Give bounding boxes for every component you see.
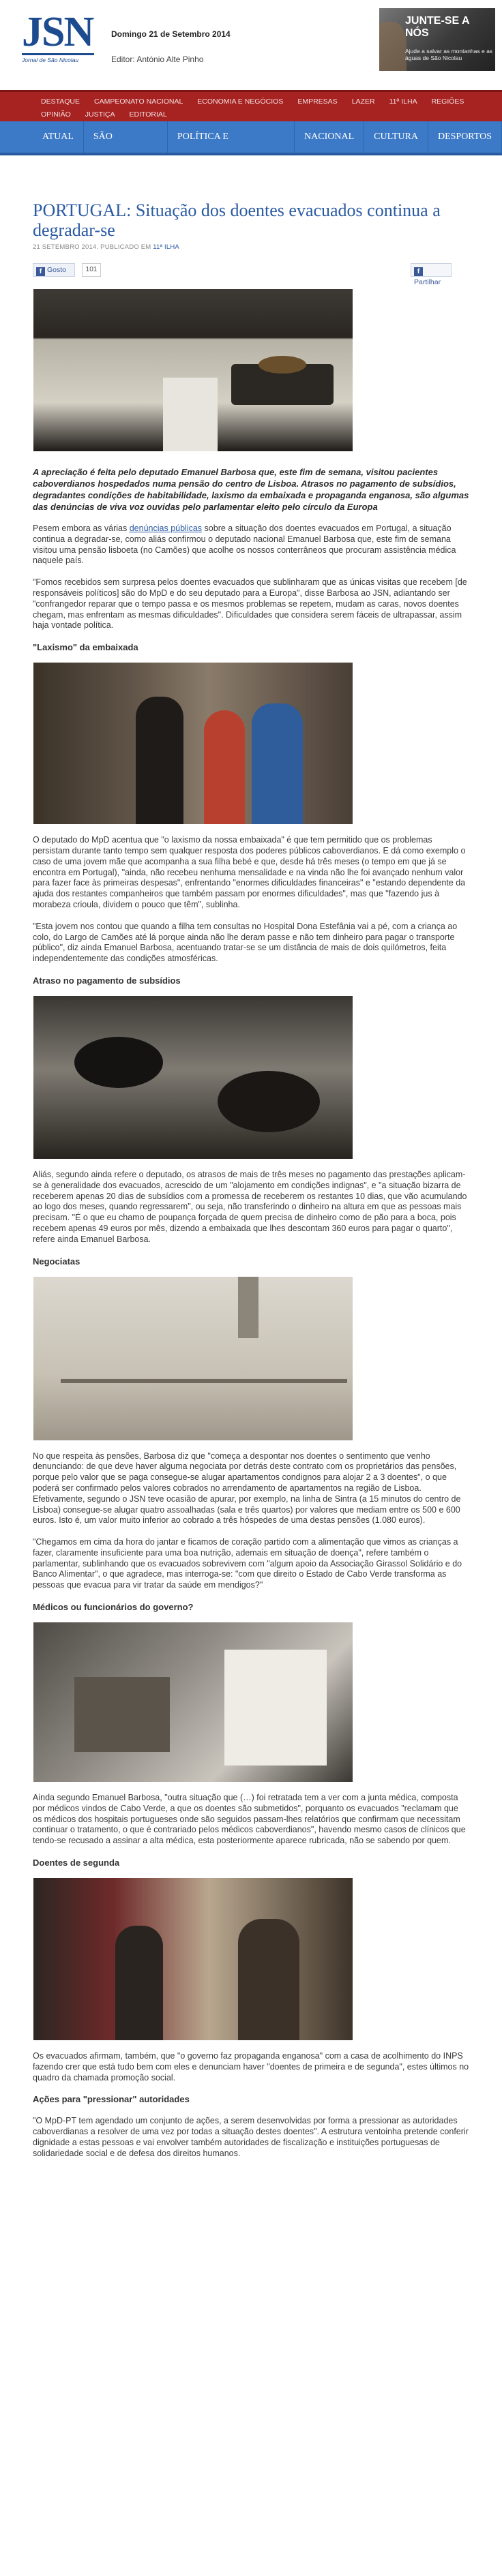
main-nav-item[interactable]: SÃO NICOLAU [84,121,168,153]
article-paragraph: No que respeita às pensões, Barbosa diz que "começa a despontar nos doentes o sentimento que venho denunciando: de que deve haver alguma negociata por detrás deste contrato com os proprietários das pensões, porque pelo valor que se paga consegue-se alugar apartamentos condignos para alojar 2 a 3 doentes", o que poderá ser confirmado pelos valores cobrados no arrendamento de apartamentos na região de Lisboa. Efetivamente, segundo o JSN teve ocasião de apurar, por exemplo, na linha de Sintra (a 15 minutos do centro de Lisboa) consegue-se alugar quatro assoalhadas (sala e três quartos) por valores que mediam entre os 500 e 600 euros. Isto é, um valor muito inferior ao cobrado a três hóspedes de uma destas pensões (1.080 euros). [33,1451,461,1526]
logo-text[interactable]: JSN [22,9,93,55]
section-heading: "Laxismo" da embaixada [33,642,138,653]
paragraph-text: sobre a situação dos doentes evacuados em Portugal, a situação continua a degradar-se, como aliás confirmou o deputado nacional Emanuel Barbosa que, este fim de semana visitou uma pensão lisboeta (no Camões) que acolhe os nossos conterrâneos que procuram assistência médica naquele país. [33,524,456,566]
main-nav-item[interactable]: NACIONAL [295,121,364,153]
article-title[interactable]: PORTUGAL: Situação dos doentes evacuados continua a degradar-se [33,200,441,240]
cable-shape [61,1379,347,1383]
share-label: Partilhar [414,278,441,286]
article-date: 21 SETEMBRO 2014. PUBLICADO EM [33,243,153,251]
article-paragraph: "Esta jovem nos contou que quando a filha tem consultas no Hospital Dona Estefânia vai a pé, com a criança ao colo, do Largo de Camões até lá porque ainda não lhe deram passe e não tem dinheiro para pagar o transporte público", diz ainda Emanuel Barbosa, acentuando tratar-se se um distância de mais de dois quilómetros, feita independentemente das condições atmosféricas. [33,921,458,964]
article-paragraph: "Chegamos em cima da hora do jantar e ficamos de coração partido com a alimentação que vimos as crianças a fazer, claramente insuficiente para uma boa nutrição, ademais em situação de doença", refere também o parlamentar, sublinhando que os evacuados sobrevivem com "algum apoio da Associação Girassol Solidário e do Banco Alimentar", o que agradece, mas interroga-se: "com que direito o Estado de Cabo Verde transforma as pessoas que evacua para vir tratar da saúde em mendigos?" [33,1537,462,1590]
like-label: Gosto [47,266,67,274]
fridge-shape [224,1650,327,1766]
person-shape [115,1926,163,2040]
top-nav-item[interactable]: ECONOMIA E NEGÓCIOS [197,97,284,106]
facebook-share-button[interactable] [411,263,452,286]
main-nav-item[interactable]: POLÍTICA E CIDADANIA [168,121,295,153]
like-count: 101 [82,263,101,277]
article-paragraph: "O MpD-PT tem agendado um conjunto de ações, a serem desenvolvidas por forma a pressionar as autoridades caboverdianas a resolver de uma vez por todas a situação destes doentes". A estrutura ventoinha pretende conferir dignidade a estas pessoas e vai envolver também autoridades de fiscalização e instituições portuguesas de solidariedade social e de defesa dos direitos humanos. [33,2116,469,2158]
article-meta [33,243,469,251]
cabinet-shape [163,378,218,451]
article-paragraph: Ainda segundo Emanuel Barbosa, "outra situação que (…) foi retratada tem a ver com a junta médica, composta por médicos vindos de Cabo Verde, a que os doentes são submetidos", porquanto os evacuados "reclamam que os médicos dos hospitais portugueses onde são seguidos passam-lhes relatórios que confirmam que necessitam continuar o tratamento, o que é contrariado pelos médicos caboverdianos", havendo mesmo casos de clínicos que tendo-se recusado a assinar a alta médica, esta posteriormente aparece rubricada, não se sabendo por quem. [33,1793,466,1846]
article-paragraph: Os evacuados afirmam, também, que "o governo faz propaganda enganosa" com a casa de acolhimento do INPS fazendo crer que está tudo bem com eles e denunciam haver "doentes de primeira e de segunda", estes últimos no quadro da chamada promoção social. [33,2051,469,2082]
share-bar [33,259,469,288]
paragraph-text: Pesem embora as várias [33,524,130,533]
section-heading: Negociatas [33,1256,80,1267]
person-shape [238,1919,299,2040]
section-heading: Atraso no pagamento de subsídios [33,975,181,986]
pan-shape [259,356,306,374]
top-nav-item[interactable]: EMPRESAS [297,97,338,106]
top-nav-item[interactable]: REGIÕES [431,97,464,106]
public-complaints-link[interactable]: denúncias públicas [129,524,203,533]
site-header [0,0,502,90]
pipe-shape [238,1277,259,1338]
top-nav-item[interactable]: CAMPEONATO NACIONAL [93,97,183,106]
banner-image [379,22,407,71]
person-shape [252,703,303,824]
main-nav [0,121,502,173]
facebook-like-button[interactable] [33,263,75,277]
article-paragraph [33,524,469,566]
article-photo-fridge [33,1622,353,1782]
facebook-icon: f [414,267,423,276]
article-container [0,200,502,2160]
top-nav-item[interactable]: 11ª ILHA [389,97,417,106]
article-paragraph: "Fomos recebidos sem surpresa pelos doentes evacuados que sublinharam que as únicas visitas que recebem [de responsáveis políticos] são do MpD e do seu deputado para a Europa", disse Barbosa ao JSN, adiantando ser "confrangedor reparar que o tempo passa e os mesmos problemas se repetem, mudam as caras, novos doentes chegam, mas enfrentam as mesmas dificuldades". Dificuldades que considera serem fáceis de ultrapassar, assim haja vontade política. [33,577,467,631]
top-nav-item[interactable]: DESTAQUE [41,97,80,106]
article-lead: A apreciação é feita pelo deputado Emanuel Barbosa que, este fim de semana, visitou pacientes caboverdianos hospedados numa pensão do centro de Lisboa. Atrasos no pagamento de subsídios, degradantes condições de habitabilidade, laxismo da embaixada e propaganda enganosa, são algumas das denúncias de viva voz ouvidas pelo parlamentar eleito pelo círculo da Europa [33,467,469,512]
join-us-banner[interactable] [379,8,495,71]
section-heading: Médicos ou funcionários do governo? [33,1602,194,1613]
article-category[interactable]: 11ª ILHA [153,243,179,251]
main-nav-item[interactable]: CULTURA [364,121,428,153]
main-nav-item[interactable]: DESPORTOS [428,121,502,153]
logo-subtitle: Jornal de São Nicolau [22,57,79,63]
top-nav-item[interactable]: LAZER [351,97,375,106]
article-photo-stove [33,996,353,1159]
burner-shape [74,1037,163,1088]
article-paragraph: O deputado do MpD acentua que "o laxismo da nossa embaixada" é que tem permitido que os problemas persistam durante tanto tempo sem qualquer resposta dos poderes públicos caboverdianos. E dá como exemplo o caso de uma jovem mãe que acompanha a sua filha bebé e que, desde há três meses (o tempo em que já se encontra em Portugal), "ainda, não recebeu nenhuma mensalidade e na vinda não lhe foi avançado nenhum valor para fazer face às primeiras despesas", enfrentando "enormes dificuldades financeiras" e "estando dependente da ajuda dos restantes companheiros que também passam por enormes dificuldades", mas que "fazendo jus à morabeza crioula, dividem o pouco que têm", sublinha. [33,835,466,909]
burner-shape [218,1071,320,1132]
facebook-icon: f [36,267,45,276]
shelf-shape [74,1677,170,1752]
banner-text: Ajude a salvar as montanhas e as águas de São Nicolau [405,48,493,61]
article-photo-visit [33,663,353,824]
banner-title: JUNTE-SE A NÓS [405,15,469,39]
article-photo-kitchen [33,289,353,451]
article-photo-wall [33,1277,353,1440]
current-date: Domingo 21 de Setembro 2014 [111,29,231,39]
main-nav-item[interactable]: ATUAL [33,121,84,153]
person-shape [136,697,183,824]
editor-credit: Editor: António Alte Pinho [111,55,204,64]
top-nav-item[interactable]: JUSTIÇA [85,110,115,119]
section-heading: Doentes de segunda [33,1858,120,1868]
article-paragraph: Aliás, segundo ainda refere o deputado, os atrasos de mais de três meses no pagamento das prestações aplicam-se à generalidade dos evacuados, acrescido de um "alojamento em condições indignas", e "a situação bizarra de receberem apenas 20 dias de subsídios com a promessa de receberem os restantes 10 dias, que vão acumulando ao logo dos meses, quando regressarem", ou seja, não transferindo o dinheiro na altura em que as pessoas mais precisam. "É o que eu chamo de poupança forçada de quem precisa de dinheiro como de pão para a boca, pois recebem apenas 49 euros por mês, dizendo a embaixada que lhes descontam 360 euros para pagar o quarto", refere ainda Emanuel Barbosa. [33,1169,467,1244]
site-logo[interactable] [22,8,101,74]
top-nav-item[interactable]: OPINIÃO [41,110,71,119]
top-nav-item[interactable]: EDITORIAL [129,110,167,119]
top-nav [0,90,502,121]
section-heading: Ações para "pressionar" autoridades [33,2094,190,2105]
person-shape [204,710,245,824]
article-photo-room [33,1878,353,2040]
